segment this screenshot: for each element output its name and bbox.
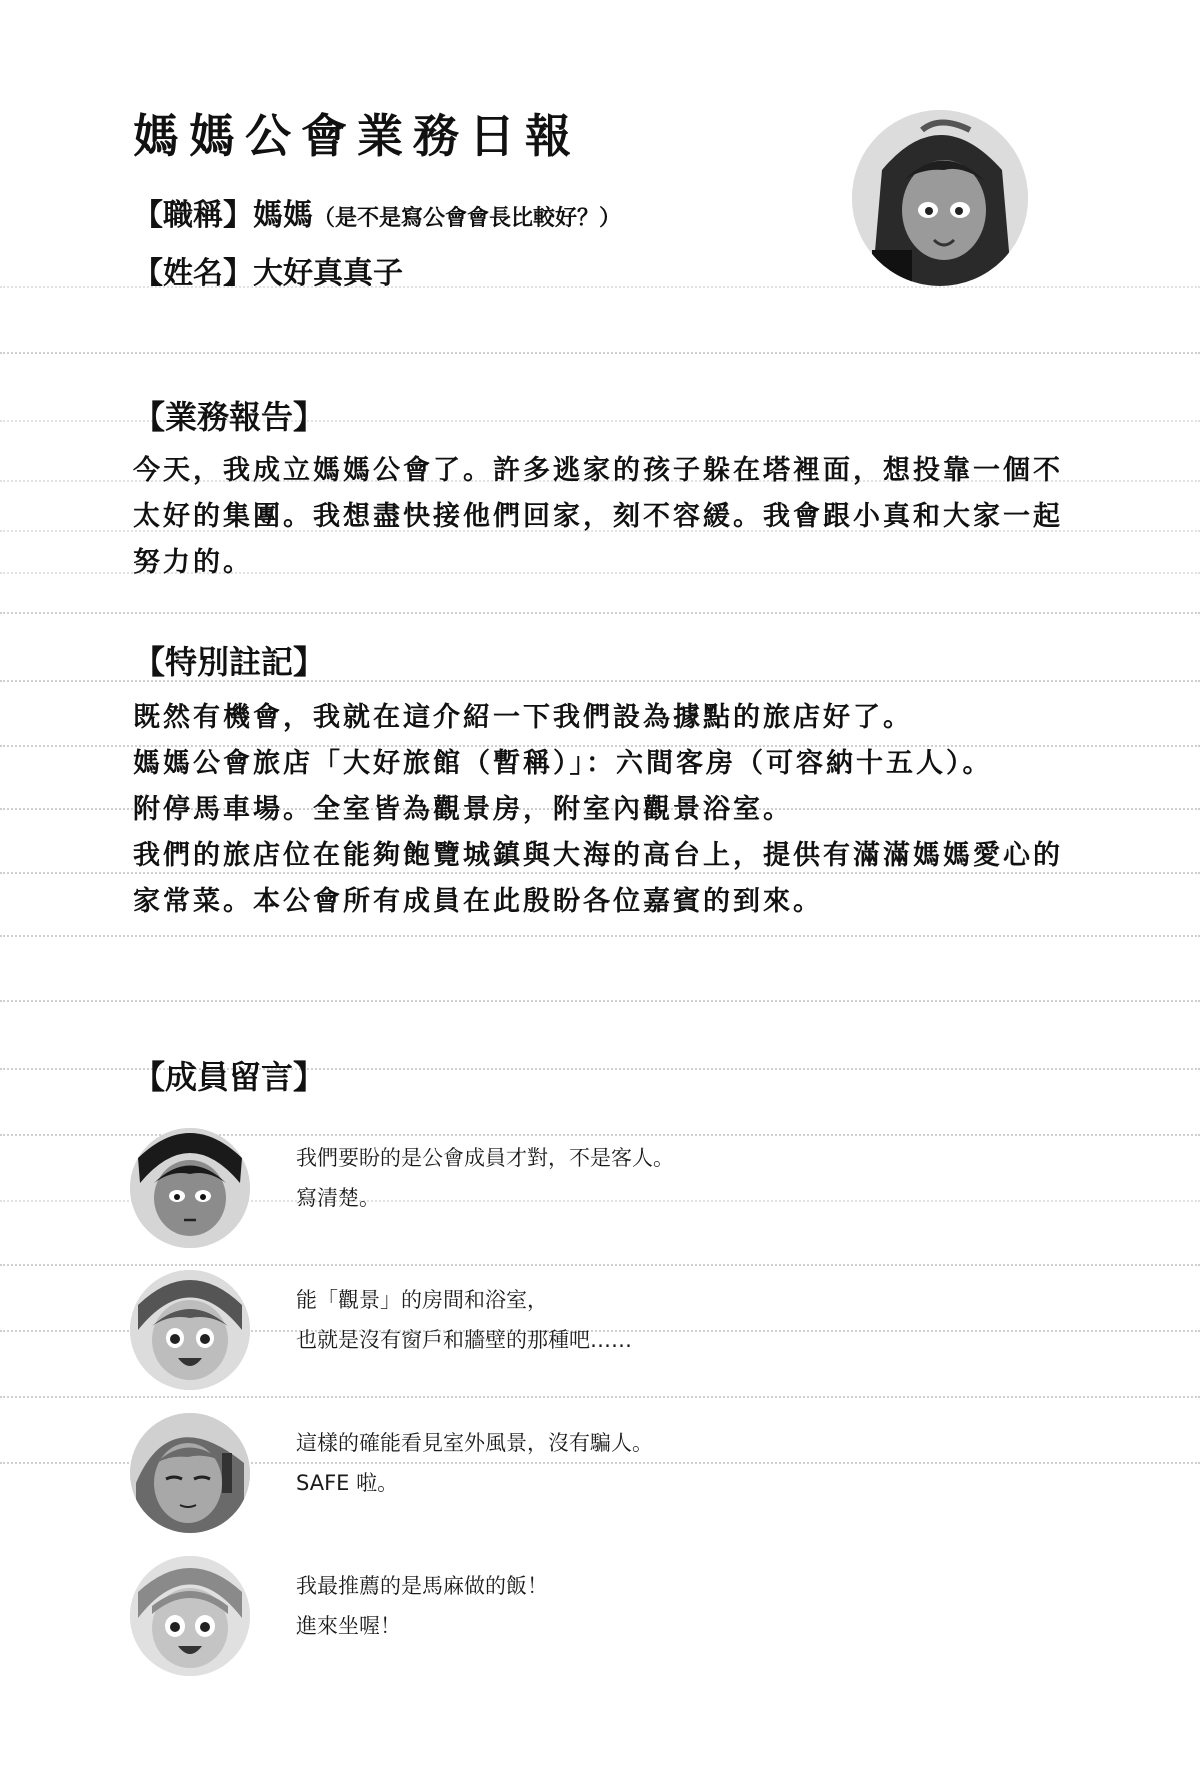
member-message-line: 進來坐喔！ [296, 1614, 401, 1638]
member-avatar [130, 1413, 250, 1533]
job-title-note: （是不是寫公會會長比較好？） [313, 206, 622, 231]
mother-avatar [852, 110, 1028, 286]
special-notes-line: 媽媽公會旅店「大好旅館（暫稱）」：六間客房（可容納十五人）。 [133, 748, 993, 779]
ruled-line [0, 1396, 1200, 1398]
job-title-label: 【職稱】媽媽 [133, 198, 313, 233]
ruled-line [0, 1000, 1200, 1002]
ruled-line [0, 1264, 1200, 1266]
member-message-line: 我們要盼的是公會成員才對，不是客人。 [296, 1146, 674, 1170]
member-avatar [130, 1556, 250, 1676]
member-message-line: 寫清楚。 [296, 1186, 380, 1210]
special-notes-line: 既然有機會，我就在這介紹一下我們設為據點的旅店好了。 [133, 702, 913, 733]
member-avatar [130, 1270, 250, 1390]
special-notes-line: 附停馬車場。全室皆為觀景房，附室內觀景浴室。 [133, 794, 793, 825]
member-message-4 [130, 1556, 1070, 1680]
business-report-heading: 【業務報告】 [133, 398, 326, 436]
name-row [133, 248, 403, 292]
member-message-2 [130, 1270, 1070, 1394]
member-message-line: 也就是沒有窗戶和牆壁的那種吧…… [296, 1328, 632, 1352]
member-messages-heading: 【成員留言】 [133, 1058, 326, 1096]
member-message-line: 我最推薦的是馬麻做的飯！ [296, 1574, 548, 1598]
page-title: 媽媽公會業務日報 [133, 109, 581, 163]
business-report-paragraph: 今天，我成立媽媽公會了。許多逃家的孩子躲在塔裡面，想投靠一個不太好的集團。我想盡快接他們回家，刻不容緩。我會跟小真和大家一起努力的。 [133, 455, 1063, 578]
special-notes-line: 我們的旅店位在能夠飽覽城鎮與大海的高台上，提供有滿滿媽媽愛心的家常菜。本公會所有成員在此殷盼各位嘉賓的到來。 [133, 840, 1063, 917]
special-notes-heading: 【特別註記】 [133, 643, 326, 681]
business-report-text [133, 448, 1063, 586]
name-label: 【姓名】大好真真子 [133, 256, 403, 291]
ruled-line [0, 935, 1200, 937]
member-message-1 [130, 1128, 1070, 1252]
special-notes-text [133, 695, 1063, 925]
member-avatar [130, 1128, 250, 1248]
member-message-line: 這樣的確能看見室外風景，沒有騙人。 [296, 1431, 653, 1455]
ruled-line [0, 612, 1200, 614]
job-title-row [133, 190, 621, 234]
ruled-line [0, 352, 1200, 354]
member-message-line: 能「觀景」的房間和浴室， [296, 1288, 548, 1312]
member-message-3 [130, 1413, 1070, 1537]
member-message-line: SAFE 啦。 [296, 1471, 399, 1495]
